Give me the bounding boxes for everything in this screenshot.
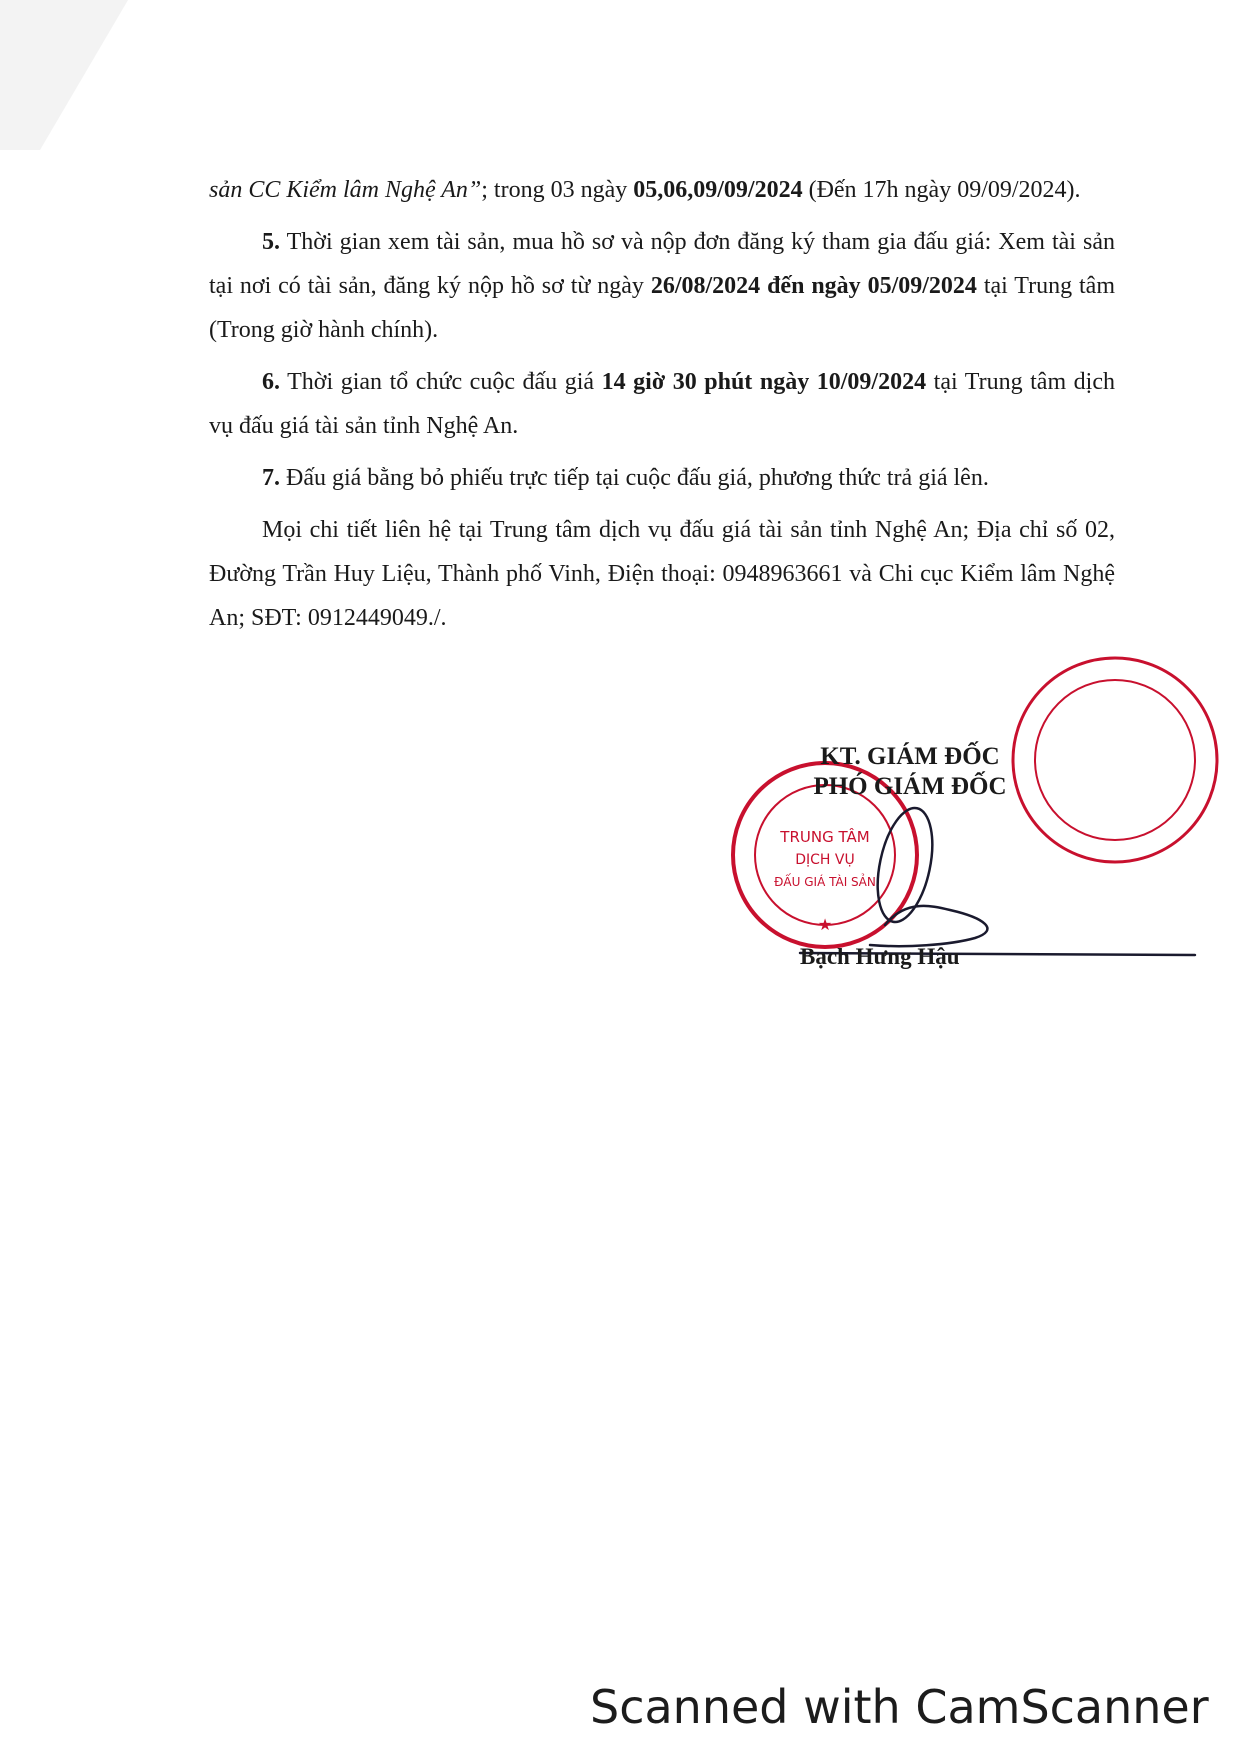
- paragraph-5: 5. Thời gian xem tài sản, mua hồ sơ và nộp đơn đăng ký tham gia đấu giá: Xem tài sản tại nơi có tài sản, đăng ký nộp hồ sơ từ ngày 26/08/2024 đến ngày 05/09/2024 tại Trung tâm (Trong giờ hành chính).: [209, 229, 1115, 343]
- scanner-watermark: Scanned with CamScanner: [590, 1680, 1209, 1734]
- svg-text:★: ★: [817, 915, 833, 934]
- paragraph-continuation: sản CC Kiểm lâm Nghệ An”; trong 03 ngày 05,06,09/09/2024 (Đến 17h ngày 09/09/2024).: [209, 177, 1081, 203]
- signature-block: [760, 742, 1060, 802]
- paragraph-7: 7. Đấu giá bằng bỏ phiếu trực tiếp tại cuộc đấu giá, phương thức trả giá lên.: [262, 465, 989, 491]
- page-fold-shadow: [0, 0, 150, 150]
- paragraph-6: 6. Thời gian tổ chức cuộc đấu giá 14 giờ 30 phút ngày 10/09/2024 tại Trung tâm dịch vụ đấu giá tài sản tỉnh Nghệ An.: [209, 369, 1115, 439]
- stamp-text-line2: DỊCH VỤ: [795, 852, 855, 868]
- stamp-text-line1: TRUNG TÂM: [780, 828, 870, 846]
- stamp-text-line3: ĐẤU GIÁ TÀI SẢN: [774, 875, 876, 889]
- paragraph-contact: Mọi chi tiết liên hệ tại Trung tâm dịch vụ đấu giá tài sản tỉnh Nghệ An; Địa chỉ số 02, Đường Trần Huy Liệu, Thành phố Vinh, Điện thoại: 0948963661 và Chi cục Kiểm lâm Nghệ An; SĐT: 0912449049./.: [209, 517, 1115, 631]
- document-body: [209, 168, 1115, 648]
- signer-name: Bạch Hưng Hậu: [800, 944, 960, 969]
- handwritten-signature: [800, 803, 1195, 955]
- signature-title-line1: KT. GIÁM ĐỐC: [820, 743, 1000, 770]
- signature-title-line2: PHÓ GIÁM ĐỐC: [813, 773, 1007, 800]
